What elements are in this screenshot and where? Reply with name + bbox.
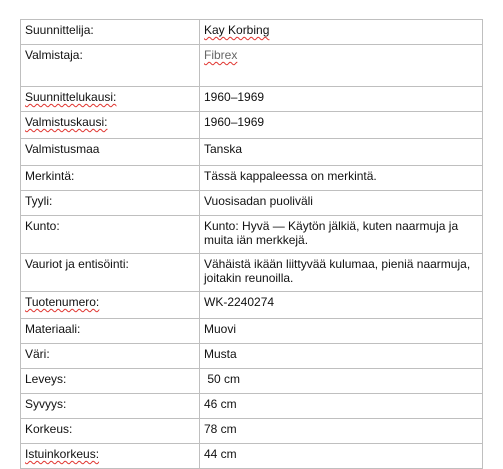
value-cell [200,112,483,139]
row-value: Fibrex [204,48,238,62]
value-cell [200,45,483,87]
row-label: Valmistusmaa [25,142,100,156]
row-label: Materiaali: [25,322,81,336]
table-row [21,369,483,394]
table-row [21,419,483,444]
label-cell [21,254,200,292]
label-cell [21,87,200,112]
label-cell [21,292,200,319]
value-cell [200,292,483,319]
value-cell [200,344,483,369]
value-cell [200,139,483,166]
row-value: Tässä kappaleessa on merkintä. [204,169,377,183]
label-cell [21,139,200,166]
value-cell [200,319,483,344]
table-row [21,319,483,344]
label-cell [21,319,200,344]
table-row [21,444,483,469]
value-cell [200,166,483,191]
row-label: Valmistuskausi: [25,115,108,129]
value-cell [200,20,483,45]
label-cell [21,166,200,191]
row-value: 50 cm [204,372,241,386]
row-value: Vuosisadan puoliväli [204,194,313,208]
row-value: 46 cm [204,397,237,411]
table-row [21,166,483,191]
table-row [21,216,483,254]
table-row [21,344,483,369]
label-cell [21,191,200,216]
label-cell [21,369,200,394]
label-cell [21,216,200,254]
row-value: Vähäistä ikään liittyvää kulumaa, pieniä naarmuja, joitakin reunoilla. [204,257,471,285]
row-value: Tanska [204,142,243,156]
row-value: Muovi [204,322,237,336]
table-row [21,394,483,419]
row-label: Syvyys: [25,397,67,411]
row-label: Tuotenumero: [25,295,100,309]
row-value: 1960–1969 [204,90,265,104]
row-label: Valmistaja: [25,48,83,62]
row-label: Tyyli: [25,194,53,208]
row-value: 78 cm [204,422,237,436]
table-row [21,87,483,112]
row-value: Musta [204,347,237,361]
product-spec-table [20,19,483,469]
row-label: Leveys: [25,372,67,386]
label-cell [21,344,200,369]
row-value: Kay Korbing [204,23,270,37]
label-cell [21,20,200,45]
value-cell [200,419,483,444]
row-value: 1960–1969 [204,115,265,129]
table-row [21,191,483,216]
value-cell [200,394,483,419]
label-cell [21,419,200,444]
row-label: Istuinkorkeus: [25,447,100,461]
row-value: Kunto: Hyvä — Käytön jälkiä, kuten naarmuja ja muita iän merkkejä. [204,219,459,247]
table-row [21,45,483,87]
value-cell [200,216,483,254]
row-label: Korkeus: [25,422,73,436]
table-row [21,20,483,45]
label-cell [21,45,200,87]
row-label: Kunto: [25,219,60,233]
value-cell [200,444,483,469]
row-label: Merkintä: [25,169,75,183]
table-row [21,254,483,292]
row-label: Vauriot ja entisöinti: [25,257,129,271]
table-row [21,292,483,319]
label-cell [21,394,200,419]
row-label: Väri: [25,347,50,361]
table-row [21,139,483,166]
row-label: Suunnittelija: [25,23,94,37]
label-cell [21,444,200,469]
table-row [21,112,483,139]
row-value: 44 cm [204,447,237,461]
value-cell [200,254,483,292]
row-value: WK-2240274 [204,295,275,309]
label-cell [21,112,200,139]
value-cell [200,191,483,216]
row-label: Suunnittelukausi: [25,90,117,104]
value-cell [200,369,483,394]
value-cell [200,87,483,112]
